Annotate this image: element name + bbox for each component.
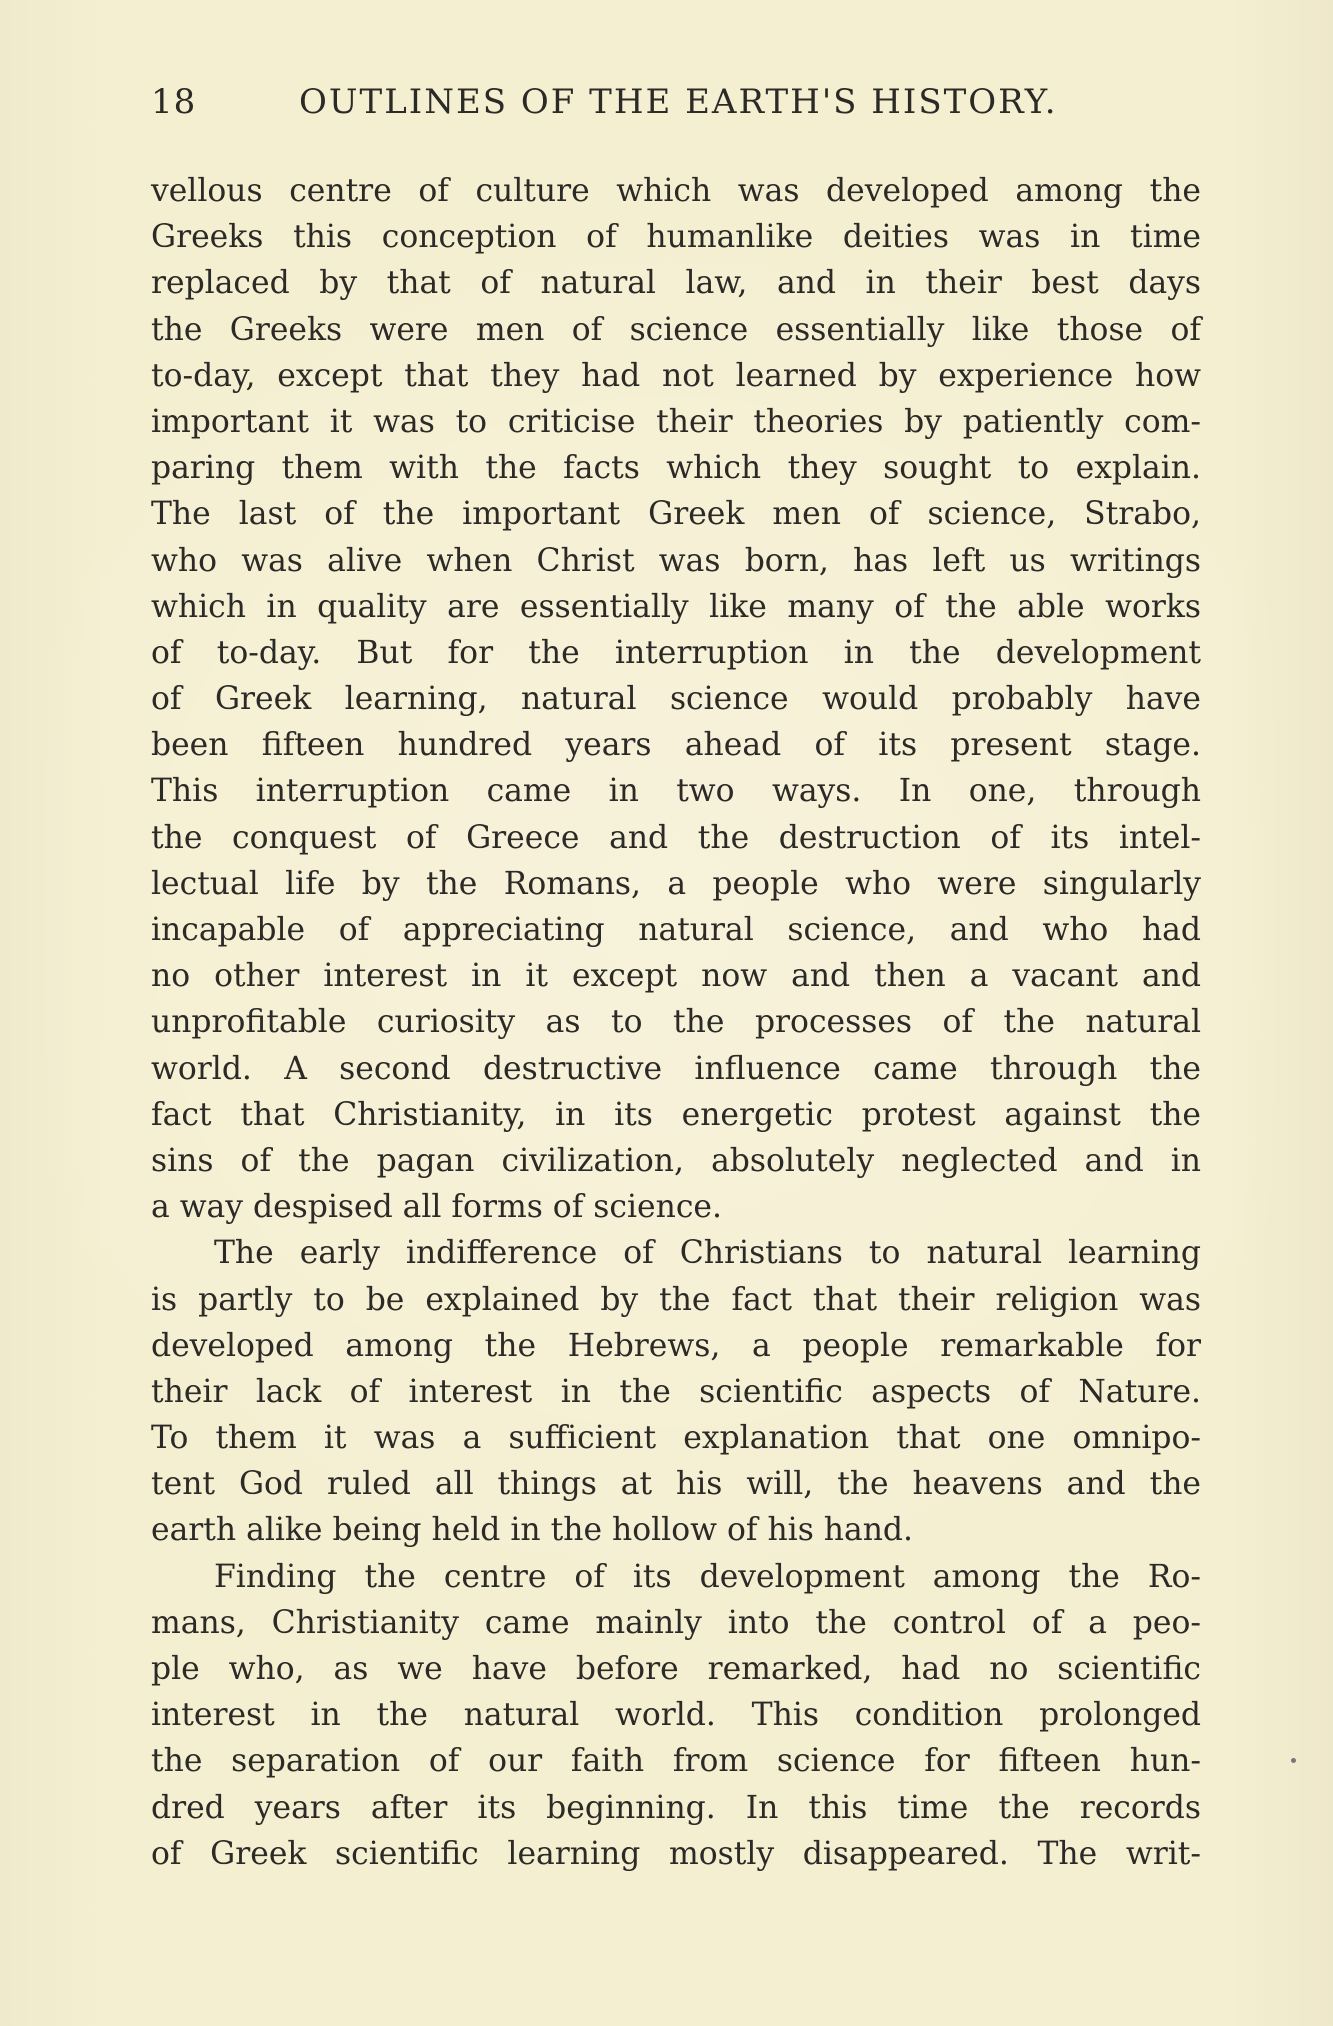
text-line-30: earth alike being held in the hollow of his hand. [151,1512,914,1549]
text-line-03: replaced by that of natural law, and in their best days [151,265,1201,302]
running-title: OUTLINES OF THE EARTH'S HISTORY. [299,82,1058,122]
text-line-19: unprofitable curiosity as to the processes of the natural [151,1004,1201,1041]
body-text [151,168,1201,1877]
text-line-08: The last of the important Greek men of science, Strabo, [151,496,1201,533]
text-line-04: the Greeks were men of science essentially like those of [151,311,1201,348]
text-line-28: To them it was a sufficient explanation that one omnipo- [151,1420,1201,1457]
text-line-15: the conquest of Greece and the destruction of its intel- [151,819,1201,856]
text-line-10: which in quality are essentially like many of the able works [151,588,1201,625]
text-line-17: incapable of appreciating natural science, and who had [151,912,1201,948]
text-line-13: been fifteen hundred years ahead of its present stage. [151,727,1201,764]
text-line-22: sins of the pagan civilization, absolutely neglected and in [151,1142,1201,1179]
text-line-01: vellous centre of culture which was developed among the [151,173,1201,209]
text-line-37: of Greek scientific learning mostly disappeared. The writ- [151,1835,1201,1872]
text-line-32: mans, Christianity came mainly into the control of a peo- [151,1604,1201,1641]
text-line-16: lectual life by the Romans, a people who were singularly [151,865,1201,902]
text-line-31: Finding the centre of its development among the Ro- [214,1558,1201,1595]
text-line-02: Greeks this conception of humanlike deities was in time [151,219,1201,256]
text-line-18: no other interest in it except now and then a vacant and [151,958,1201,995]
text-line-27: their lack of interest in the scientific aspects of Nature. [151,1373,1201,1410]
text-line-24: The early indifference of Christians to natural learning [214,1235,1201,1272]
text-line-29: tent God ruled all things at his will, the heavens and the [151,1466,1201,1503]
page-number: 18 [151,82,197,122]
text-line-12: of Greek learning, natural science would probably have [151,681,1201,718]
text-line-23: a way despised all forms of science. [151,1189,722,1226]
page-header [151,82,1198,132]
text-line-06: important it was to criticise their theories by patiently com- [151,403,1201,440]
text-line-26: developed among the Hebrews, a people remarkable for [151,1327,1201,1364]
text-line-35: the separation of our faith from science for fifteen hun- [151,1743,1201,1780]
text-line-14: This interruption came in two ways. In one, through [151,773,1201,810]
margin-dot [1291,1758,1296,1763]
text-line-20: world. A second destructive influence came through the [151,1050,1201,1087]
text-line-07: paring them with the facts which they sought to explain. [151,450,1201,487]
text-line-05: to-day, except that they had not learned by experience how [151,357,1201,394]
text-line-34: interest in the natural world. This condition prolonged [151,1697,1201,1734]
text-line-11: of to-day. But for the interruption in the development [151,634,1201,671]
text-line-36: dred years after its beginning. In this time the records [151,1789,1201,1826]
text-line-25: is partly to be explained by the fact that their religion was [151,1281,1201,1318]
text-line-33: ple who, as we have before remarked, had no scientific [151,1651,1201,1687]
text-line-09: who was alive when Christ was born, has left us writings [151,542,1201,579]
text-line-21: fact that Christianity, in its energetic protest against the [151,1096,1201,1133]
